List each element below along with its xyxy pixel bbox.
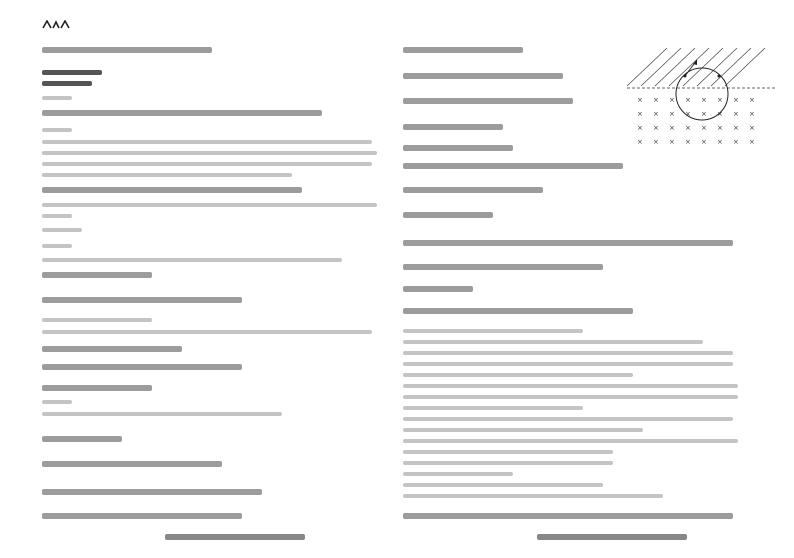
text-line	[403, 351, 733, 355]
svg-text:×: ×	[749, 124, 755, 132]
text-line	[42, 272, 152, 278]
text-line	[403, 240, 733, 246]
svg-text:×: ×	[749, 138, 755, 146]
svg-text:×: ×	[637, 96, 643, 104]
text-line	[403, 124, 503, 130]
text-line	[403, 362, 733, 366]
svg-text:×: ×	[733, 96, 739, 104]
svg-text:×: ×	[653, 110, 659, 118]
text-line	[42, 513, 242, 519]
svg-text:×: ×	[685, 124, 691, 132]
svg-text:×: ×	[717, 96, 723, 104]
text-line	[42, 173, 292, 177]
text-line	[403, 329, 583, 333]
text-line	[42, 346, 182, 352]
text-line	[42, 364, 242, 370]
text-line	[42, 140, 372, 144]
section-heading	[42, 70, 102, 75]
text-line	[403, 406, 583, 410]
text-line	[42, 330, 372, 334]
svg-text:×: ×	[653, 124, 659, 132]
svg-text:×: ×	[669, 138, 675, 146]
text-line	[403, 461, 613, 465]
text-line	[403, 450, 613, 454]
svg-text:×: ×	[637, 110, 643, 118]
text-line	[403, 264, 603, 270]
section-heading	[42, 81, 92, 86]
text-line	[403, 439, 738, 443]
svg-text:×: ×	[685, 138, 691, 146]
text-line	[42, 228, 82, 232]
text-line	[403, 472, 513, 476]
svg-text:×: ×	[653, 138, 659, 146]
svg-text:×: ×	[749, 96, 755, 104]
text-line	[42, 412, 282, 416]
text-line	[42, 187, 302, 193]
text-line	[403, 286, 473, 292]
text-line	[403, 373, 633, 377]
text-line	[42, 110, 322, 116]
text-line	[403, 395, 738, 399]
text-line	[403, 417, 733, 421]
svg-text:×: ×	[701, 124, 707, 132]
right-page	[397, 0, 794, 558]
text-line	[403, 145, 513, 151]
svg-text:×: ×	[637, 138, 643, 146]
svg-text:×: ×	[733, 138, 739, 146]
publisher-logo-icon	[42, 20, 70, 29]
magnetic-field-diagram	[627, 46, 777, 156]
text-line	[403, 73, 563, 79]
text-line	[42, 400, 72, 404]
text-line	[42, 128, 72, 132]
text-line	[42, 258, 342, 262]
text-line	[42, 203, 377, 207]
svg-text:×: ×	[717, 124, 723, 132]
svg-text:×: ×	[669, 124, 675, 132]
svg-text:×: ×	[669, 96, 675, 104]
text-line	[42, 489, 262, 495]
text-line	[403, 47, 523, 53]
text-line	[403, 494, 663, 498]
svg-text:×: ×	[701, 138, 707, 146]
page-footer	[537, 534, 687, 540]
svg-text:×: ×	[701, 110, 707, 118]
text-line	[42, 385, 152, 391]
text-line	[42, 436, 122, 442]
text-line	[42, 461, 222, 467]
text-line	[42, 244, 72, 248]
text-line	[42, 214, 72, 218]
text-line	[42, 151, 377, 155]
svg-text:×: ×	[653, 96, 659, 104]
text-line	[403, 384, 738, 388]
text-line	[403, 308, 633, 314]
text-line	[42, 318, 152, 322]
svg-text:×: ×	[685, 96, 691, 104]
svg-text:×: ×	[749, 110, 755, 118]
svg-text:×: ×	[637, 124, 643, 132]
text-line	[403, 340, 703, 344]
text-line	[42, 297, 242, 303]
text-line	[403, 483, 603, 487]
page-footer	[165, 534, 305, 540]
text-line	[42, 47, 212, 53]
text-line	[403, 163, 623, 169]
svg-text:×: ×	[733, 110, 739, 118]
text-line	[403, 212, 493, 218]
text-line	[42, 162, 372, 166]
svg-text:×: ×	[669, 110, 675, 118]
text-line	[403, 428, 643, 432]
text-line	[403, 187, 543, 193]
svg-text:×: ×	[701, 96, 707, 104]
text-line	[42, 96, 72, 100]
svg-text:×: ×	[685, 110, 691, 118]
svg-text:×: ×	[717, 138, 723, 146]
svg-text:×: ×	[717, 110, 723, 118]
text-line	[403, 513, 733, 519]
svg-text:×: ×	[733, 124, 739, 132]
text-line	[403, 98, 573, 104]
